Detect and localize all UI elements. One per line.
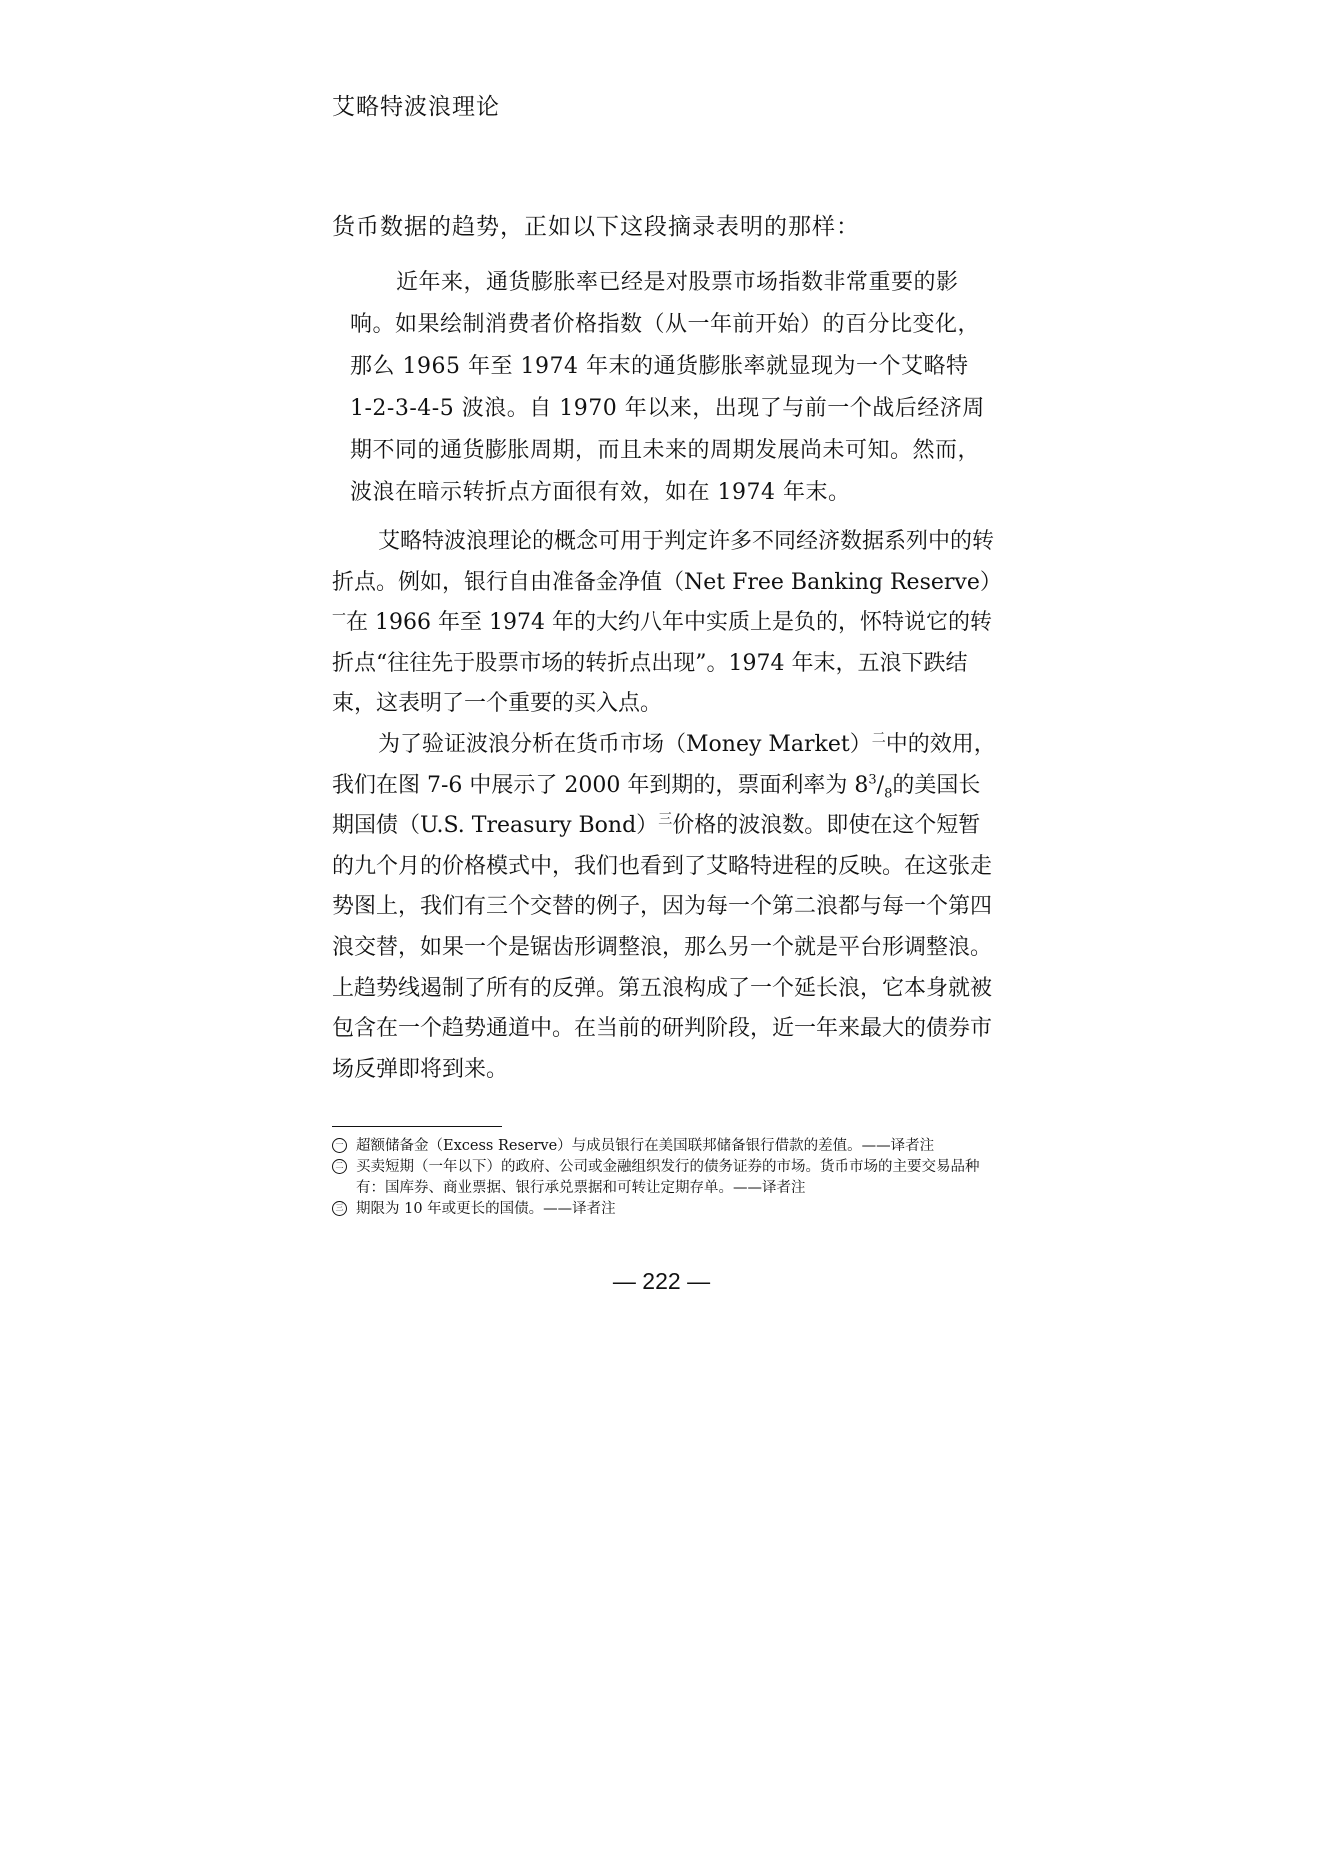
paragraph-text: 在 1966 年至 1974 年的大约八年中实质上是负的，怀特说它的转折点“往往先于股票市场的转折点出现”。1974 年末，五浪下跌结束，这表明了一个重要的买入点。: [332, 610, 992, 717]
intro-sentence: 货币数据的趋势，正如以下这段摘录表明的那样：: [332, 214, 860, 240]
footnote-ref[interactable]: 二: [871, 730, 886, 747]
block-quote: [350, 262, 988, 514]
footnote: [332, 1136, 1002, 1157]
footnote-marker: 三: [332, 1201, 347, 1216]
footnote-text: 期限为 10 年或更长的国债。——译者注: [356, 1201, 616, 1217]
footnote-marker: 一: [332, 1138, 347, 1153]
paragraph: [332, 522, 1002, 725]
footnote: [332, 1199, 1002, 1220]
footnote-text: 买卖短期（一年以下）的政府、公司或金融组织发行的债务证券的市场。货币市场的主要交易品种有：国库券、商业票据、银行承兑票据和可转让定期存单。——译者注: [356, 1159, 980, 1196]
running-title: 艾略特波浪理论: [332, 94, 500, 120]
paragraph-text: 中的效用，我们在图 7-6 中展示了 2000 年到期的，票面利率为 8: [332, 731, 996, 798]
paragraph-text: 艾略特波浪理论的概念可用于判定许多不同经济数据系列中的转折点。例如，银行自由准备金净值（Net Free Banking Reserve）: [332, 529, 1002, 595]
quote-text: 近年来，通货膨胀率已经是对股票市场指数非常重要的影响。如果绘制消费者价格指数（从一年前开始）的百分比变化，那么 1965 年至 1974 年末的通货膨胀率就显现为一个艾略特 1-2-3-4-5 波浪。自 1970 年以来，出现了与前一个战后经济周期不同的通货膨胀周期，而且未来的周期发展尚未可知。然而，波浪在暗示转折点方面很有效，如在 1974 年末。: [350, 270, 985, 505]
main-text: [332, 522, 1002, 1090]
footnotes: [332, 1136, 1002, 1220]
paragraph-text: 的美国长期国债（U.S. Treasury Bond）: [332, 772, 981, 839]
paragraph-text: 为了验证波浪分析在货币市场（Money Market）: [378, 731, 872, 757]
footnote-text: 超额储备金（Excess Reserve）与成员银行在美国联邦储备银行借款的差值。——译者注: [356, 1138, 935, 1154]
page-number: — 222 —: [612, 1268, 711, 1294]
fraction-denominator: 8: [884, 785, 893, 801]
footnote-marker: 二: [332, 1159, 347, 1174]
footnote-divider: [332, 1126, 502, 1127]
fraction-numerator: 3: [868, 772, 877, 788]
footnote-ref[interactable]: 一: [332, 608, 346, 625]
footnote: [332, 1157, 1002, 1199]
footnote-ref[interactable]: 三: [658, 811, 673, 828]
paragraph-text: 价格的波浪数。即使在这个短暂的九个月的价格模式中，我们也看到了艾略特进程的反映。在这张走势图上，我们有三个交替的例子，因为每一个第二浪都与每一个第四浪交替，如果一个是锯齿形调整浪，那么另一个就是平台形调整浪。上趋势线遏制了所有的反弹。第五浪构成了一个延长浪，它本身就被包含在一个趋势通道中。在当前的研判阶段，近一年来最大的债券市场反弹即将到来。: [332, 813, 993, 1082]
paragraph: 为了验证波浪分析在货币市场（Money Market）$^二$中的效用，我们在图 7-6 中展示了 2000 年到期的，票面利率为 $8^3/_8$的美国长期国债（U.S. Treasury Bond）$^三$价格的波浪数。即使在这个短暂的九个月的价格模式中，我们也看到了艾略特进程的反映。在这张走势图上，我们有三个交替的例子，因为每一个第二浪都与每一个第四浪交替，如果一个是锯齿形调整浪，那么另一个就是平台形调整浪。上趋势线遏制了所有的反弹。第五浪构成了一个延长浪，它本身就被包含在一个趋势通道中。在当前的研判阶段，近一年来最大的债券市场反弹即将到来。: [332, 730, 996, 1082]
